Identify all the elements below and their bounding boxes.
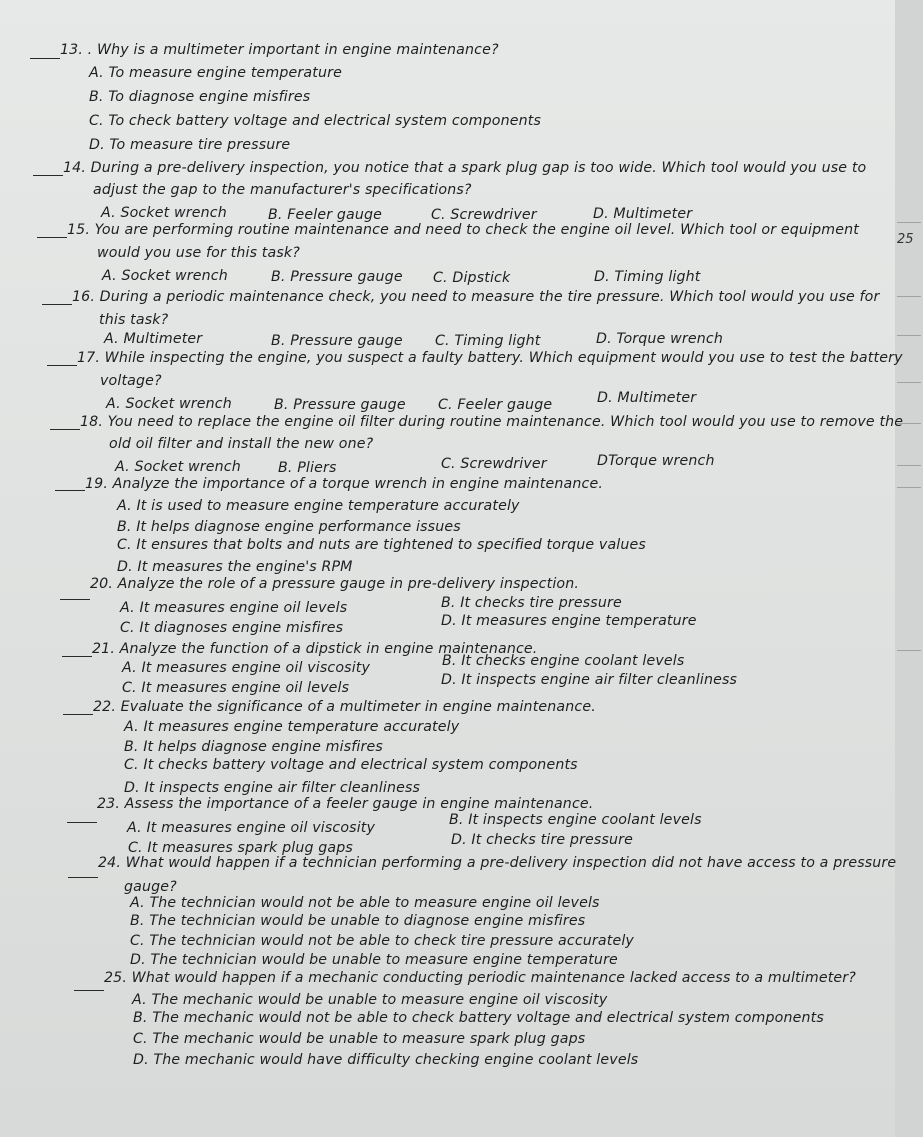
q21-option-c: C. It measures engine oil levels [122, 680, 350, 696]
q25-option-b: B. The mechanic would not be able to check battery voltage and electrical system components [133, 1010, 824, 1026]
q17-option-a: A. Socket wrench [106, 396, 232, 412]
answer-blank-25[interactable] [74, 990, 104, 991]
question-24-text-line1: 24. What would happen if a technician performing a pre-delivery inspection did not have access to a pressure [98, 855, 897, 871]
adjacent-page-edge [895, 0, 923, 1137]
q13-option-c: C. To check battery voltage and electrical system components [89, 113, 542, 129]
q14-option-b: B. Feeler gauge [268, 207, 383, 223]
question-18-text-line2: old oil filter and install the new one? [109, 436, 374, 452]
q15-option-a: A. Socket wrench [102, 268, 228, 284]
q18-option-b: B. Pliers [278, 460, 337, 476]
question-20-text: 20. Analyze the role of a pressure gauge in pre-delivery inspection. [90, 576, 580, 592]
q16-option-a: A. Multimeter [104, 331, 203, 347]
q21-option-d: D. It inspects engine air filter cleanliness [441, 672, 738, 688]
q15-option-d: D. Timing light [594, 269, 701, 285]
q21-option-b: B. It checks engine coolant levels [442, 653, 685, 669]
q20-option-d: D. It measures engine temperature [441, 613, 697, 629]
q15-option-b: B. Pressure gauge [271, 269, 403, 285]
answer-blank-19[interactable] [55, 490, 85, 491]
answer-blank-13[interactable] [30, 58, 60, 59]
q13-option-a: A. To measure engine temperature [89, 65, 342, 81]
q24-option-c: C. The technician would not be able to check tire pressure accurately [130, 933, 634, 949]
question-22-text: 22. Evaluate the significance of a multimeter in engine maintenance. [93, 699, 596, 715]
q18-option-a: A. Socket wrench [115, 459, 241, 475]
q17-option-c: C. Feeler gauge [438, 397, 553, 413]
answer-blank-22[interactable] [63, 714, 93, 715]
q23-option-d: D. It checks tire pressure [451, 832, 634, 848]
q23-option-a: A. It measures engine oil viscosity [127, 820, 376, 836]
q20-option-b: B. It checks tire pressure [441, 595, 622, 611]
q20-option-a: A. It measures engine oil levels [120, 600, 348, 616]
edge-rule-line [897, 650, 921, 651]
answer-blank-24[interactable] [68, 877, 98, 878]
question-21-text: 21. Analyze the function of a dipstick in engine maintenance. [92, 641, 538, 657]
question-19-text: 19. Analyze the importance of a torque wrench in engine maintenance. [85, 476, 604, 492]
q16-option-c: C. Timing light [435, 333, 541, 349]
answer-blank-16[interactable] [42, 304, 72, 305]
q25-option-a: A. The mechanic would be unable to measure engine oil viscosity [132, 992, 608, 1008]
q24-option-b: B. The technician would be unable to diagnose engine misfires [130, 913, 586, 929]
q18-option-c: C. Screwdriver [441, 456, 547, 472]
question-15-text-line1: 15. You are performing routine maintenance and need to check the engine oil level. Which tool or equipment [67, 222, 859, 238]
q24-option-d: D. The technician would be unable to measure engine temperature [130, 952, 618, 968]
edge-rule-line [897, 487, 921, 488]
question-13-text: 13. . Why is a multimeter important in engine maintenance? [60, 42, 499, 58]
q18-option-d: DTorque wrench [597, 453, 715, 469]
edge-rule-line [897, 382, 921, 383]
edge-rule-line [897, 296, 921, 297]
answer-blank-18[interactable] [50, 429, 80, 430]
question-16-text-line2: this task? [99, 312, 169, 328]
question-23-text: 23. Assess the importance of a feeler gauge in engine maintenance. [97, 796, 594, 812]
q17-option-d: D. Multimeter [597, 390, 697, 406]
q25-option-c: C. The mechanic would be unable to measure spark plug gaps [133, 1031, 586, 1047]
q25-option-d: D. The mechanic would have difficulty checking engine coolant levels [133, 1052, 639, 1068]
question-14-text-line1: 14. During a pre-delivery inspection, you notice that a spark plug gap is too wide. Which tool would you use to [63, 160, 867, 176]
question-14-text-line2: adjust the gap to the manufacturer's specifications? [93, 182, 472, 198]
edge-page-number: 25 [897, 232, 914, 247]
q23-option-b: B. It inspects engine coolant levels [449, 812, 702, 828]
q13-option-d: D. To measure tire pressure [89, 137, 291, 153]
q13-option-b: B. To diagnose engine misfires [89, 89, 311, 105]
q23-option-c: C. It measures spark plug gaps [128, 840, 353, 856]
q14-option-d: D. Multimeter [593, 206, 693, 222]
answer-blank-21[interactable] [62, 656, 92, 657]
q22-option-c: C. It checks battery voltage and electrical system components [124, 757, 578, 773]
question-25-text: 25. What would happen if a mechanic conducting periodic maintenance lacked access to a multimeter? [104, 970, 856, 986]
question-18-text-line1: 18. You need to replace the engine oil filter during routine maintenance. Which tool would you use to remove the [80, 414, 904, 430]
edge-rule-line [897, 465, 921, 466]
question-17-text-line2: voltage? [100, 373, 162, 389]
q14-option-c: C. Screwdriver [431, 207, 537, 223]
q19-option-d: D. It measures the engine's RPM [117, 559, 353, 575]
answer-blank-15[interactable] [37, 237, 67, 238]
edge-rule-line [897, 222, 921, 223]
q16-option-b: B. Pressure gauge [271, 333, 403, 349]
q22-option-d: D. It inspects engine air filter cleanliness [124, 780, 421, 796]
q16-option-d: D. Torque wrench [596, 331, 723, 347]
question-24-text-line2: gauge? [124, 879, 177, 895]
answer-blank-17[interactable] [47, 365, 77, 366]
q19-option-b: B. It helps diagnose engine performance issues [117, 519, 461, 535]
q15-option-c: C. Dipstick [433, 270, 511, 286]
q22-option-a: A. It measures engine temperature accurately [124, 719, 460, 735]
q20-option-c: C. It diagnoses engine misfires [120, 620, 344, 636]
question-15-text-line2: would you use for this task? [97, 245, 300, 261]
answer-blank-20[interactable] [60, 599, 90, 600]
q14-option-a: A. Socket wrench [101, 205, 227, 221]
q19-option-c: C. It ensures that bolts and nuts are tightened to specified torque values [117, 537, 646, 553]
question-17-text-line1: 17. While inspecting the engine, you suspect a faulty battery. Which equipment would you use to test the battery [77, 350, 903, 366]
answer-blank-23[interactable] [67, 822, 97, 823]
answer-blank-14[interactable] [33, 175, 63, 176]
q21-option-a: A. It measures engine oil viscosity [122, 660, 371, 676]
q19-option-a: A. It is used to measure engine temperature accurately [117, 498, 520, 514]
edge-rule-line [897, 335, 921, 336]
q17-option-b: B. Pressure gauge [274, 397, 406, 413]
question-16-text-line1: 16. During a periodic maintenance check, you need to measure the tire pressure. Which tool would you use for [72, 289, 880, 305]
q24-option-a: A. The technician would not be able to measure engine oil levels [130, 895, 600, 911]
q22-option-b: B. It helps diagnose engine misfires [124, 739, 383, 755]
